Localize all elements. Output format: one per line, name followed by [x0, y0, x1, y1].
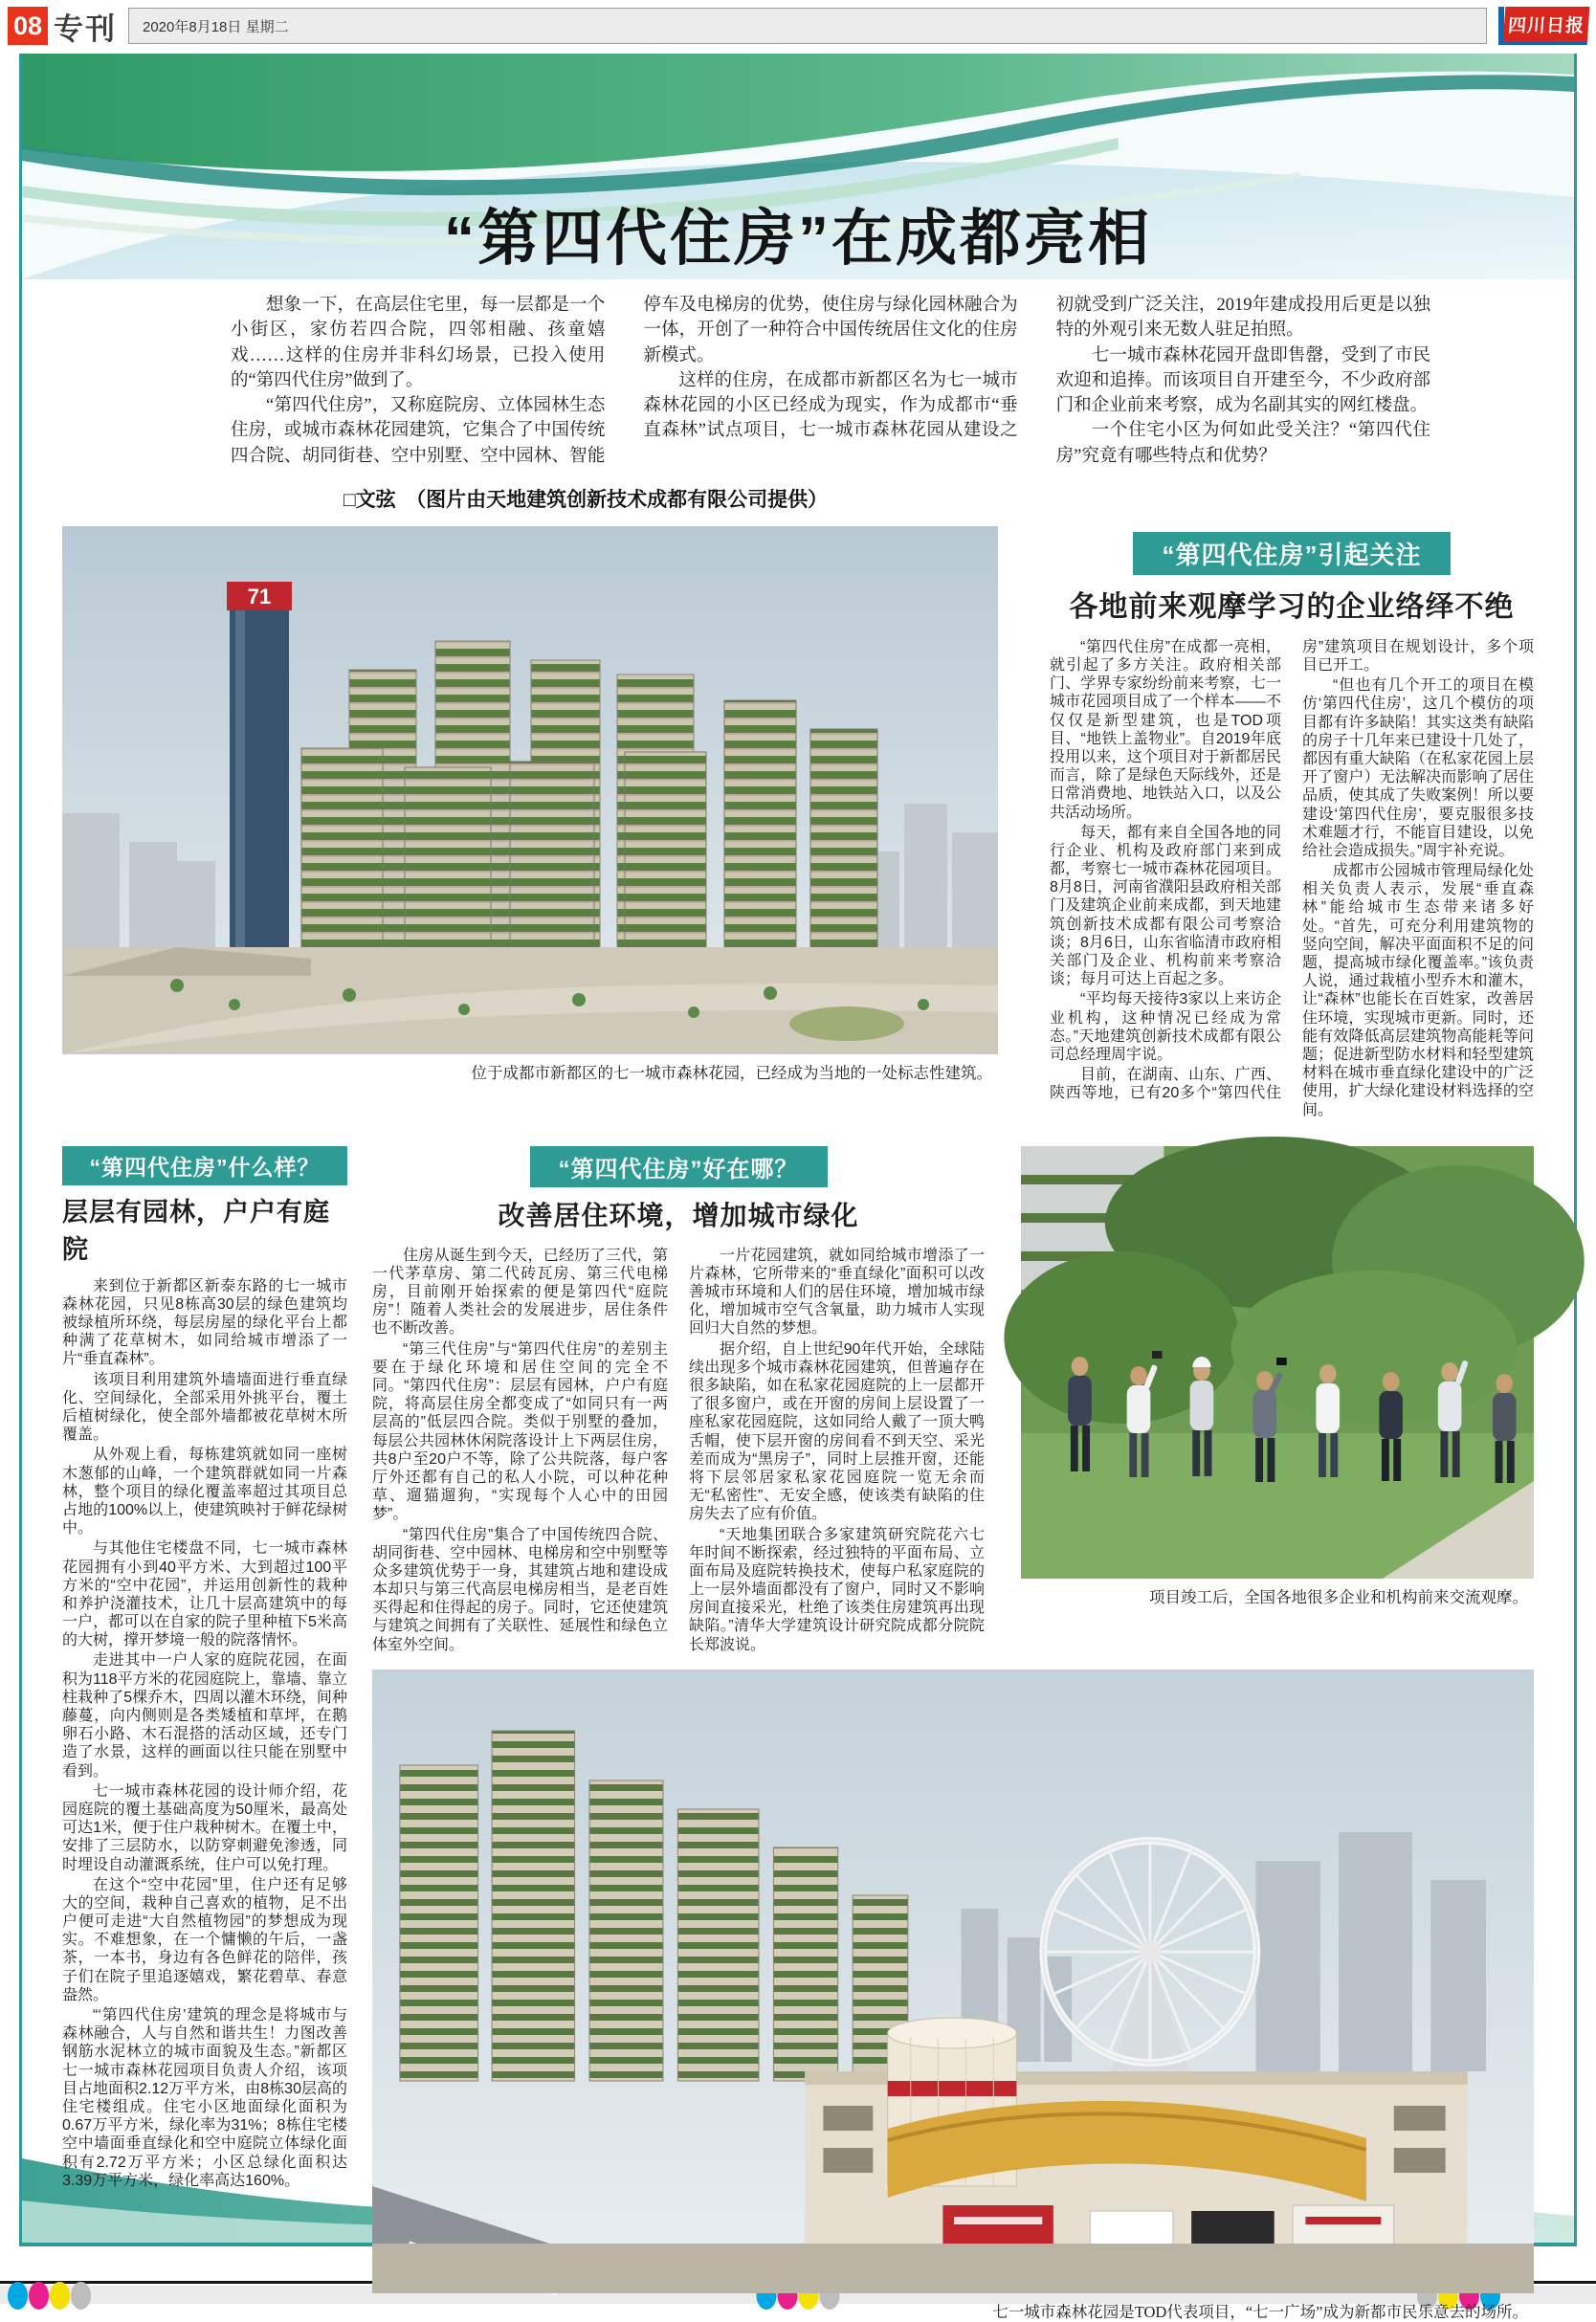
plaza-photo-caption: 七一城市森林花园是TOD代表项目，“七一广场”成为新都市民乐意去的场所。	[992, 2302, 1528, 2321]
top-wave-banner	[22, 54, 1574, 279]
ground-plaza	[62, 947, 998, 1054]
date-text: 2020年8月18日 星期二	[143, 18, 289, 35]
page-number: 08	[8, 7, 48, 45]
reg-mark-magenta	[29, 2282, 49, 2310]
lower-area	[62, 1146, 1534, 2322]
blue-tower	[227, 582, 292, 953]
masthead	[1498, 7, 1588, 45]
what-subhead: 层层有园林，户户有庭院	[62, 1197, 330, 1264]
article-paragraph: 据介绍，自上世纪90年代开始，全球陆续出现多个城市森林花园建筑，但普遍存在很多缺陷，如在私家花园庭院的上一层都开了很多窗户，或在开窗的房间上层设置了一座私家花园庭院，这如同给人戴了一顶大鸭舌帽，使下层开窗的房间看不到天空、采光差而成为“黑房子”，同时上层推开窗，还能将下层邻居家私家花园庭院一览无余而无“私密性”、无安全感，使该类有缺陷的住房失去了应有价值。	[689, 1340, 985, 1523]
what-banner: “第四代住房”什么样？	[62, 1146, 347, 1185]
intro-paragraph: 想象一下，在高层住宅里，每一层都是一个小街区，家仿若四合院，四邻相融、孩童嬉戏……这样的住房并非科幻场景，已投入使用的“第四代住房”做到了。	[231, 296, 606, 390]
attention-article	[1050, 526, 1534, 1119]
intro-paragraph: “第四代住房”，又称庭院房、立体园林生态住房，或城市森林花园建筑，它集合了中国传统四合院、胡同街巷、空中别墅、空中园林、智能停车及电梯房的优势，使住房与绿化园林融合为一体，开创了一种符合中国传统居住文化的住房新模式。	[231, 296, 1018, 466]
mid-row	[372, 1146, 1534, 1656]
intro-paragraph: 这样的住房，在成都市新都区名为七一城市森林花园的小区已经成为现实，作为成都市“垂直森林”试点项目，七一城市森林花园从建设之初就受到广泛关注，2019年建成投用后更是以独特的外观引来无数人驻足拍照。	[643, 296, 1430, 441]
section-title: 专刊	[54, 11, 117, 46]
visitors-photo	[1021, 1146, 1534, 1656]
visitors-photo-caption: 项目竣工后，全国各地很多企业和机构前来交流观摩。	[1149, 1587, 1528, 1606]
good-subhead: 改善居住环境，增加城市绿化	[498, 1200, 859, 1230]
attention-body	[1050, 638, 1534, 1119]
aerial-photo-caption: 位于成都市新都区的七一城市森林花园，已经成为当地的一处标志性建筑。	[471, 1063, 992, 1082]
article-paragraph: 与其他住宅楼盘不同，七一城市森林花园拥有小到40平方米、大到超过100平方米的“空中花园”，并运用创新性的栽种和养护浇灌技术，让几十层高建筑中的每一户，都可以在自家的院子里种植下5米高的大树，撑开梦境一般的院落情怀。	[62, 1540, 347, 1649]
article-paragraph: “第四代住房”集合了中国传统四合院、胡同街巷、空中园林、电梯房和空中别墅等众多建筑优势于一身，其建筑占地和建设成本却只与第三代高层电梯房相当，是老百姓买得起和住得起的房子。同时，它还使建筑与建筑之间拥有了关联性、延展性和绿色立体室外空间。	[372, 1526, 668, 1653]
article-paragraph: 住房从诞生到今天，已经历了三代，第一代茅草房、第二代砖瓦房、第三代电梯房，目前刚开始探索的便是第四代“庭院房”！随着人类社会的发展进步，居住条件也不断改善。	[372, 1247, 668, 1338]
article-paragraph: “‘第四代住房’建筑的理念是将城市与森林融合，人与自然和谐共生！力图改善钢筋水泥林立的城市面貌及生态。”新都区七一城市森林花园项目负责人介绍，该项目占地面积2.12万平方米，由8栋30层高的住宅楼组成。住宅小区地面绿化面积为0.67万平方米，绿化率为31%；8栋住宅楼空中墙面垂直绿化和空中庭院立体绿化面积有2.72万平方米；小区总绿化面积达3.39万平方米，绿化率高达160%。	[62, 2007, 347, 2189]
article-paragraph: 每天，都有来自全国各地的同行企业、机构及政府部门来到成都，考察七一城市森林花园项目。8月8日，河南省濮阳县政府相关部门及建筑企业前来成都，到天地建筑创新技术成都有限公司考察洽谈；8月6日，山东省临清市政府相关部门及企业、机构前来考察洽谈；每月可达上百起之多。	[1050, 824, 1281, 988]
article-paragraph: 走进其中一户人家的庭院花园，在面积为118平方米的花园庭院上，靠墙、靠立柱栽种了5棵乔木，四周以灌木环绕，间种藤蔓，向内侧则是各类矮植和草坪，在鹅卵石小路、木石混搭的活动区域，还专门造了水景，这样的画面以往只能在别墅中看到。	[62, 1652, 347, 1780]
intro-paragraph: 七一城市森林花园开盘即售罄，受到了市民欢迎和追捧。而该项目自开建至今，不少政府部门和企业前来考察，成为名副其实的网红楼盘。	[1055, 345, 1430, 416]
main-headline: “第四代住房”在成都亮相	[444, 204, 1152, 273]
main-row	[62, 526, 1534, 1119]
article-paragraph: “第四代住房”在成都一亮相，就引起了多方关注。政府相关部门、学界专家纷纷前来考察，七一城市花园项目成了一个样本——不仅仅是新型建筑，也是TOD项目、“地铁上盖物业”。自2019年底投用以来，这个项目对于新都居民而言，除了是绿色天际线外，还是日常消费地、地铁站入口，以及公共活动场所。	[1050, 638, 1281, 821]
page-header	[8, 6, 1588, 46]
aerial-photo-illustration	[62, 526, 998, 1054]
good-article	[372, 1146, 985, 1656]
intro-section	[231, 293, 1430, 513]
attention-banner: “第四代住房”引起关注	[1133, 532, 1450, 575]
plaza-photo	[372, 1670, 1534, 2322]
article-paragraph: 成都市公园城市管理局绿化处相关负责人表示，发展“垂直森林”能给城市生态带来诸多好处。“首先，可充分利用建筑物的竖向空间，解决平面面积不足的问题，提高城市绿化覆盖率。”该负责人说，通过栽植小型乔木和灌木，让“森林”也能长在百姓家，改善居住环境，实现城市更新。同时，还能有效降低高层建筑物高能耗等问题；促进新型防水材料和轻型建筑材料在城市垂直绿化建设中的广泛使用，扩大绿化建设材料选择的空间。	[1302, 863, 1534, 1118]
what-article	[62, 1146, 347, 2322]
masthead-logo: 四川日报	[1503, 7, 1590, 45]
content-frame	[19, 54, 1577, 2321]
byline: □文弦 （图片由天地建筑创新技术成都有限公司提供）	[344, 488, 829, 511]
article-paragraph: “第三代住房”与“第四代住房”的差别主要在于绿化环境和居住空间的完全不同。“第四代住房”：层层有园林，户户有庭院，将高层住房全都变成了“如同只有一两层高的”低层四合院。类似于别墅的叠加，每层公共园林休闲院落设计上下两层住房，共8户至20户不等，除了公共院落，每户客厅外还都有自己的私人小院，可以种花种草、遛猫遛狗，“实现每个人心中的田园梦”。	[372, 1340, 668, 1523]
article-paragraph: “但也有几个开工的项目在模仿‘第四代住房’，这几个模仿的项目都有许多缺陷！其实这类有缺陷的房子十几年来已建设十几处了，都因有重大缺陷（在私家花园上层开了窗户）无法解决而影响了居住品质，使其成了失败案例！所以要建设‘第四代住房’，要克服很多技术难题才行，不能盲目建设，以免给社会造成损失。”周宇补充说。	[1302, 677, 1534, 859]
article-paragraph: 从外观上看，每栋建筑就如同一座树木葱郁的山峰，一个建筑群就如同一片森林，整个项目的绿化覆盖率超过其项目总占地的100%以上，使建筑映衬于鲜花绿树中。	[62, 1447, 347, 1537]
plaza-photo-illustration	[372, 1670, 1534, 2293]
article-paragraph: “平均每天接待3家以上来访企业机构，这种情况已经成为常态。”天地建筑创新技术成都有限公司总经理周宇说。	[1050, 991, 1281, 1063]
article-paragraph: 来到位于新都区新泰东路的七一城市森林花园，只见8栋高30层的绿色建筑均被绿植所环绕，每层房屋的绿化平台上都种满了花草树木，如同给城市增添了一片“垂直森林”。	[62, 1277, 347, 1368]
lower-right	[372, 1146, 1534, 2322]
visitors-photo-illustration	[1021, 1146, 1534, 1579]
tower-71-sign: 71	[247, 584, 272, 608]
intro-paragraph: 一个住宅小区为何如此受关注？“第四代住房”究竟有哪些特点和优势？	[1055, 421, 1430, 466]
what-body	[62, 1277, 347, 2190]
article-paragraph: 一片花园建筑，就如同给城市增添了一片森林，它所带来的“垂直绿化”面积可以改善城市环境和人们的居住环境，增加城市绿化，增加城市空气含氧量，助力城市人实现回归大自然的梦想。	[689, 1247, 985, 1338]
good-banner: “第四代住房”好在哪？	[530, 1146, 828, 1187]
article-paragraph: 七一城市森林花园的设计师介绍，花园庭院的覆土基础高度为50厘米，最高处可达1米，便于住户栽种树木。在覆土中，安排了三层防水，以防穿刺避免渗透，同时埋设自动灌溉系统，住户可以免打理。	[62, 1782, 347, 1873]
article-paragraph: 在这个“空中花园”里，住户还有足够大的空间，栽种自己喜欢的植物，足不出户便可走进“大自然植物园”的梦想成为现实。不难想象，在一个慵懒的午后，一盏茶，一本书，身边有各色鲜花的陪伴，孩子们在院子里追逐嬉戏，繁花碧草、春意盎然。	[62, 1876, 347, 2003]
intro-text	[231, 293, 1430, 469]
date-bar	[128, 8, 1487, 44]
article-paragraph: 该项目利用建筑外墙墙面进行垂直绿化、空间绿化，全部采用外挑平台，覆土后植树绿化，使全部外墙都被花草树木所覆盖。	[62, 1371, 347, 1444]
article-paragraph: 目前，在湖南、山东、广西、陕西等地，已有20多个“第四代住房”建筑项目在规划设计，多个项目已开工。	[1050, 638, 1534, 1102]
article-paragraph: “天地集团联合多家建筑研究院花六七年时间不断探索，经过独特的平面布局、立面布局及庭院转换技术，使每户私家庭院的上一层外墙面都没有了窗户，同时又不影响房间直接采光，杜绝了该类住房建筑再出现缺陷。”清华大学建筑设计研究院成都分院院长郑波说。	[689, 1526, 985, 1653]
aerial-photo	[62, 526, 998, 1119]
reg-mark-cyan	[8, 2282, 28, 2310]
attention-subhead: 各地前来观摩学习的企业络绎不绝	[1069, 590, 1515, 623]
good-body	[372, 1247, 985, 1656]
